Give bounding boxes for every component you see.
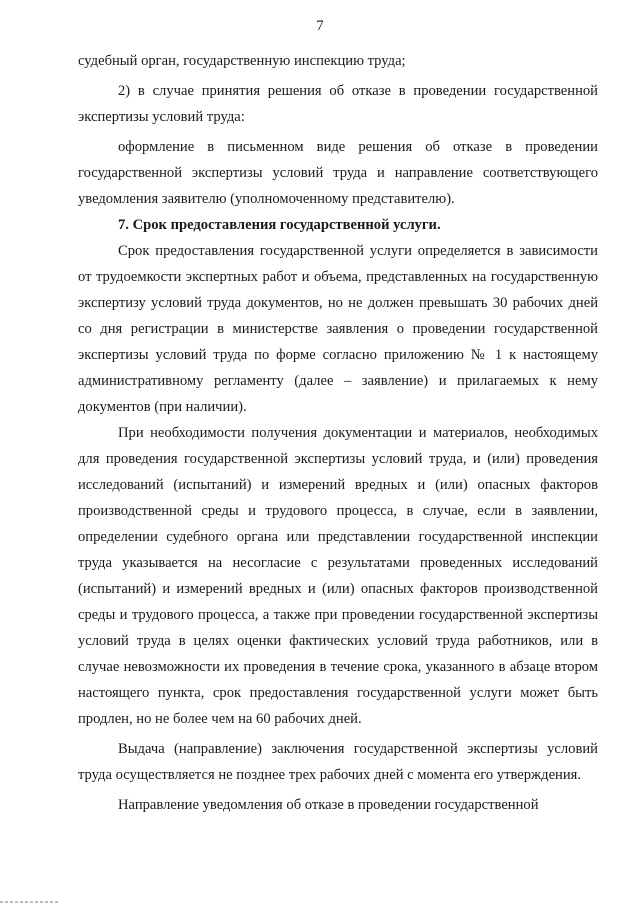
paragraph-refusal-procedure: оформление в письменном виде решения об отказе в проведении государственной экспертизы условий труда и направление соответствующего уведомления заявителю (уполномоченному представителю). [78,139,598,207]
paragraph-issuance: Выдача (направление) заключения государственной экспертизы условий труда осуществляется не позднее трех рабочих дней с момента его утверждения. [78,741,598,783]
paragraph-notice-direction: Направление уведомления об отказе в проведении государственной [118,797,539,813]
document-body [78,48,598,818]
section-heading: 7. Срок предоставления государственной услуги. [118,217,441,233]
paragraph-term-extension: При необходимости получения документации и материалов, необходимых для проведения государственной экспертизы условий труда, и (или) проведения исследований (испытаний) и измерений вредных и (или) опасных факторов производственной среды и трудового процесса, в случае, если в заявлении, определении судебного органа или представлении государственной инспекции труда указывается на несогласие с результатами проведенных исследований (испытаний) и измерений вредных и (или) опасных факторов производственной среды и трудового процесса, а также при проведении государственной экспертизы условий труда в целях оценки фактических условий труда работников, или в случае невозможности их проведения в течение срока, указанного в абзаце втором настоящего пункта, срок предоставления государственной услуги может быть продлен, но не более чем на 60 рабочих дней. [78,425,598,727]
page-number: 7 [316,18,324,34]
paragraph-refusal-case: 2) в случае принятия решения об отказе в проведении государственной экспертизы условий труда: [78,83,598,125]
paragraph-continuation: судебный орган, государственную инспекцию труда; [78,53,406,69]
scan-artifact [0,901,60,903]
paragraph-service-term: Срок предоставления государственной услуги определяется в зависимости от трудоемкости экспертных работ и объема, представленных на государственную экспертизу условий труда документов, но не должен превышать 30 рабочих дней со дня регистрации в министерстве заявления о проведении государственной экспертизы условий труда по форме согласно приложению № 1 к настоящему административному регламенту (далее – заявление) и прилагаемых к нему документов (при наличии). [78,243,598,415]
